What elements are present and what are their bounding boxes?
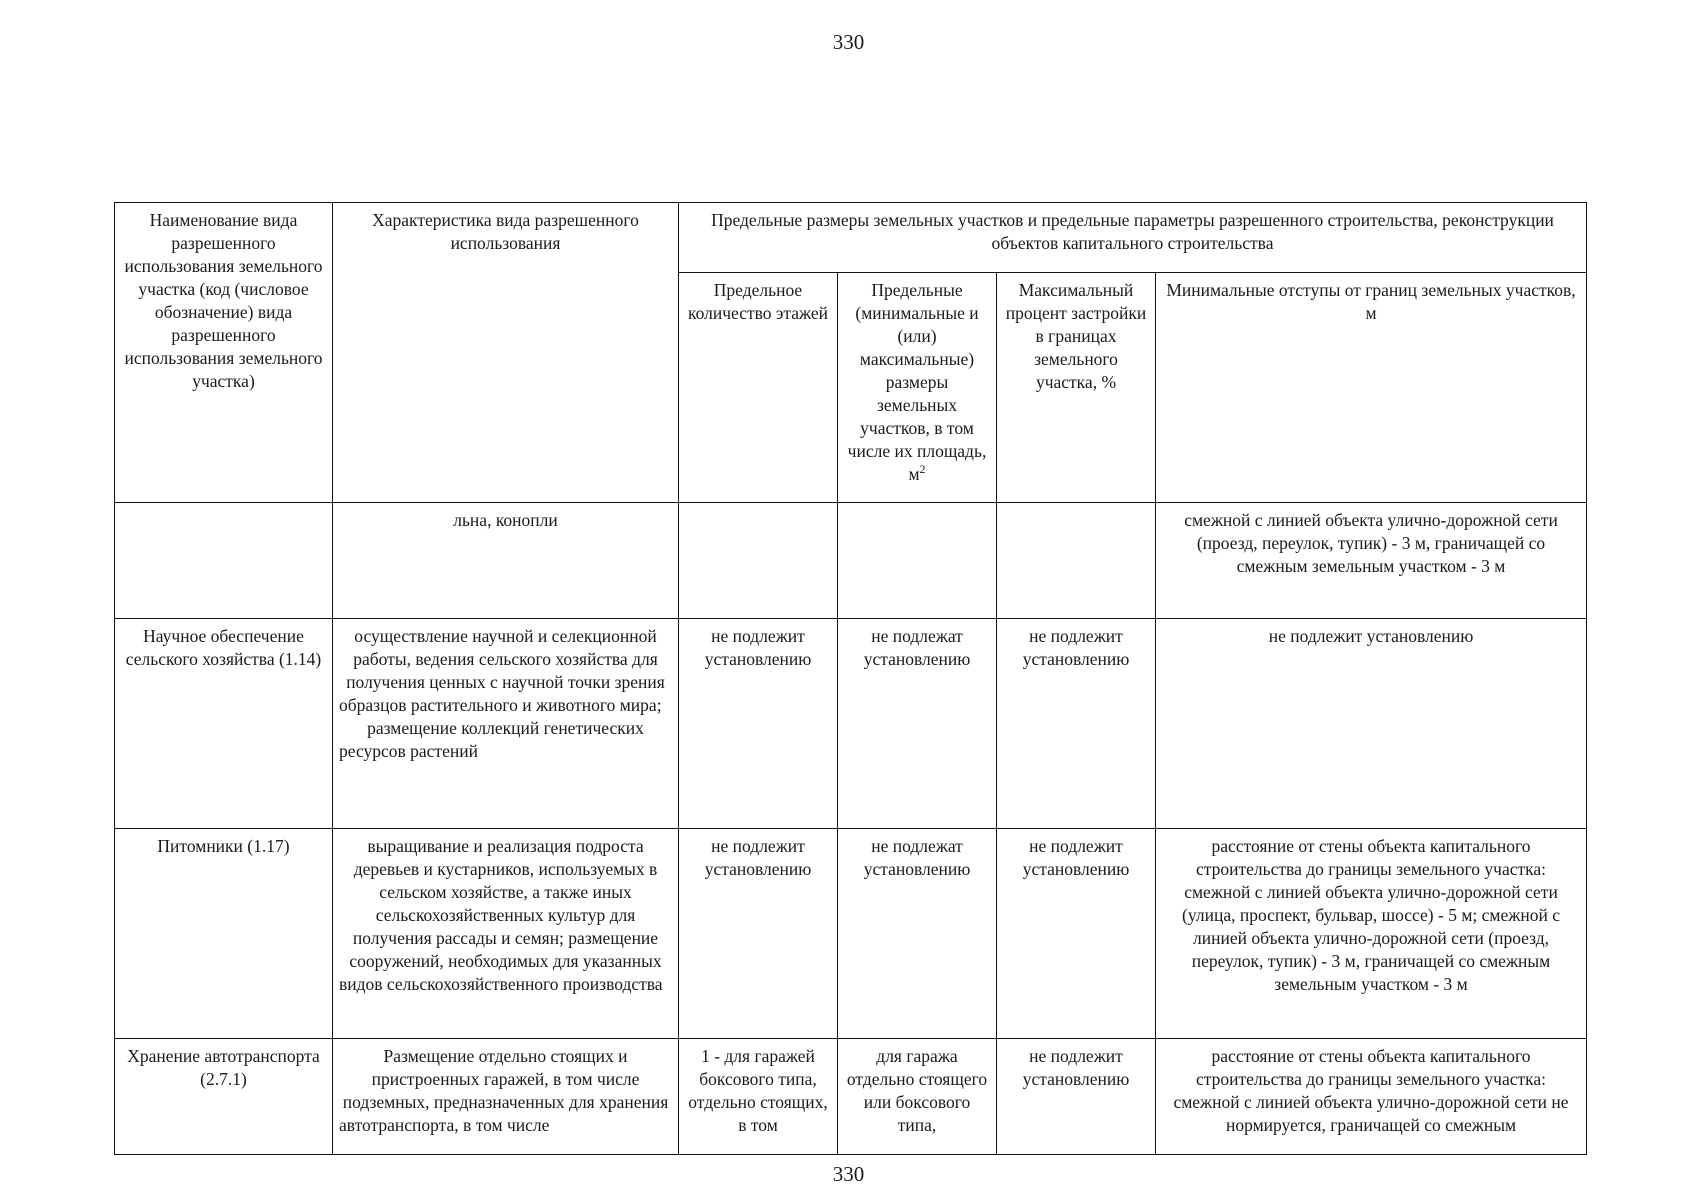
cell-characteristic: осуществление научной и селекционной работы, ведения сельского хозяйства для получения ценных с научной точки зрения образцов растительного и животного мира; размещение коллекций генетических ресурсов растений (333, 619, 679, 829)
land-use-regulations-table (114, 202, 1587, 1155)
header-land-use-name: Наименование вида разрешенного использования земельного участка (код (числовое обозначение) вида разрешенного использования земельного участка) (115, 203, 333, 503)
header-floors: Предельное количество этажей (679, 273, 838, 503)
cell-setbacks: расстояние от стены объекта капитального строительства до границы земельного участка: смежной с линией объекта улично-дорожной сети (улица, проспект, бульвар, шоссе) - 5 м; смежной с линией объекта улично-дорожной сети (проезд, переулок, тупик) - 3 м, граничащей со смежным земельным участком - 3 м (1156, 829, 1587, 1039)
header-setbacks: Минимальные отступы от границ земельных участков, м (1156, 273, 1587, 503)
cell-percent (997, 503, 1156, 619)
header-plot-sizes (838, 273, 997, 503)
header-parameters-group: Предельные размеры земельных участков и предельные параметры разрешенного строительства, реконструкции объектов капитального строительства (679, 203, 1587, 273)
cell-floors (679, 503, 838, 619)
cell-name: Питомники (1.17) (115, 829, 333, 1039)
header-plot-sizes-text: Предельные (минимальные и (или) максимальные) размеры земельных участков, в том числе их площадь, м (847, 280, 987, 484)
cell-name (115, 503, 333, 619)
header-build-percent: Максимальный процент застройки в границах земельного участка, % (997, 273, 1156, 503)
cell-floors: 1 - для гаражей боксового типа, отдельно стоящих, в том (679, 1039, 838, 1155)
header-row-1 (115, 203, 1587, 273)
header-plot-sizes-sup: 2 (919, 462, 926, 477)
cell-sizes: для гаража отдельно стоящего или боксового типа, (838, 1039, 997, 1155)
table-row (115, 829, 1587, 1039)
cell-floors: не подлежит установлению (679, 619, 838, 829)
page-number-top: 330 (832, 30, 865, 54)
cell-setbacks: не подлежит установлению (1156, 619, 1587, 829)
cell-floors: не подлежит установлению (679, 829, 838, 1039)
cell-characteristic: выращивание и реализация подроста деревьев и кустарников, используемых в сельском хозяйстве, а также иных сельскохозяйственных культур для получения рассады и семян; размещение сооружений, необходимых для указанных видов сельскохозяйственного производства (333, 829, 679, 1039)
cell-sizes: не подлежат установлению (838, 829, 997, 1039)
cell-setbacks: расстояние от стены объекта капитального строительства до границы земельного участка: смежной с линией объекта улично-дорожной сети не нормируется, граничащей со смежным (1156, 1039, 1587, 1155)
cell-characteristic: Размещение отдельно стоящих и пристроенных гаражей, в том числе подземных, предназначенных для хранения автотранспорта, в том числе (333, 1039, 679, 1155)
table-row (115, 503, 1587, 619)
cell-name: Хранение автотранспорта (2.7.1) (115, 1039, 333, 1155)
cell-sizes (838, 503, 997, 619)
header-characteristic: Характеристика вида разрешенного использования (333, 203, 679, 503)
cell-percent: не подлежит установлению (997, 1039, 1156, 1155)
cell-characteristic: льна, конопли (333, 503, 679, 619)
cell-percent: не подлежит установлению (997, 619, 1156, 829)
cell-name: Научное обеспечение сельского хозяйства (1.14) (115, 619, 333, 829)
page-number-bottom: 330 (832, 1162, 865, 1186)
table-row (115, 1039, 1587, 1155)
table-row (115, 619, 1587, 829)
cell-setbacks: смежной с линией объекта улично-дорожной сети (проезд, переулок, тупик) - 3 м, граничащей со смежным земельным участком - 3 м (1156, 503, 1587, 619)
cell-percent: не подлежит установлению (997, 829, 1156, 1039)
cell-sizes: не подлежат установлению (838, 619, 997, 829)
